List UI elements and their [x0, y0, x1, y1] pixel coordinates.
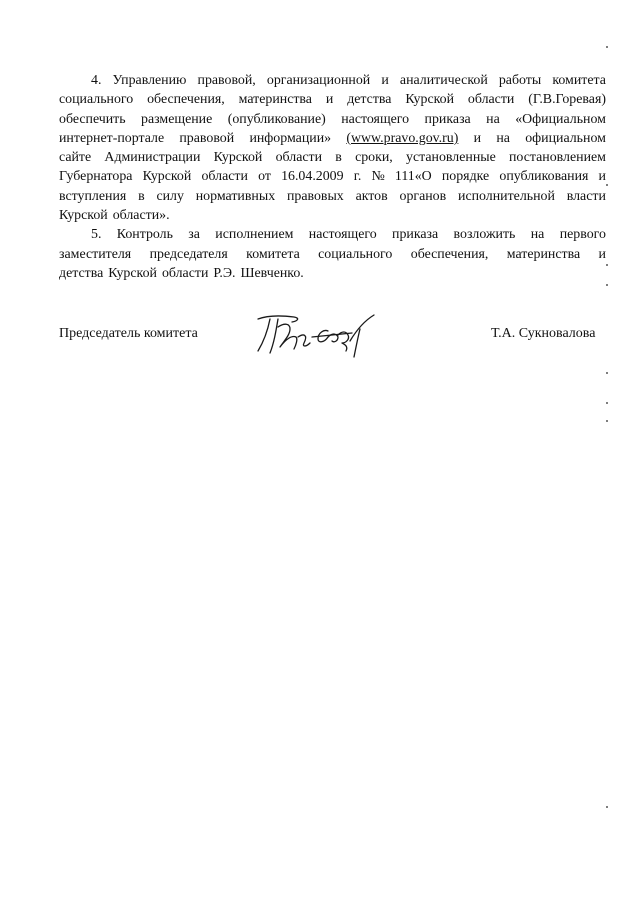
- paragraph-4-line: [59, 129, 606, 148]
- word: области».: [112, 208, 170, 224]
- word: материнства: [506, 246, 581, 262]
- word: детства: [347, 92, 392, 108]
- paragraph-4-line: [59, 71, 606, 90]
- word: Губернатора: [59, 169, 133, 185]
- word: постановлением: [508, 150, 606, 166]
- pravo-link[interactable]: (www.pravo.gov.ru): [346, 130, 459, 146]
- paragraph-4-line: [59, 167, 606, 186]
- word: правовой: [179, 130, 235, 146]
- word: организационной: [266, 73, 371, 88]
- word: интернет-портале: [59, 130, 165, 146]
- word: правовых: [286, 188, 344, 204]
- word: сайте: [59, 150, 92, 166]
- word: комитета: [246, 246, 300, 262]
- word: настоящего: [341, 111, 410, 127]
- word: 4.: [91, 73, 102, 88]
- word: Р.Э.: [213, 265, 236, 281]
- word: на: [486, 111, 500, 127]
- word: и: [381, 73, 389, 88]
- word: Администрации: [104, 150, 201, 166]
- paragraph-5-line: [59, 225, 606, 244]
- paragraph-4-line: [59, 206, 606, 225]
- word: председателя: [149, 246, 228, 262]
- scan-dot: [606, 264, 608, 266]
- word: Курской: [59, 208, 108, 224]
- word: области: [275, 150, 323, 166]
- paragraph-4-line: [59, 110, 606, 129]
- word: настоящего: [308, 227, 377, 243]
- word: социального: [59, 92, 134, 108]
- word: на: [530, 227, 545, 243]
- word: работы: [498, 73, 542, 88]
- word: приказа: [424, 111, 471, 127]
- word: и: [598, 169, 606, 185]
- signer-name: Т.А. Сукновалова: [491, 326, 596, 341]
- word: Курской: [213, 150, 263, 166]
- word: Контроль: [116, 227, 173, 243]
- word: области: [161, 265, 209, 281]
- word: обеспечить: [59, 111, 126, 127]
- word: 16.04.2009: [281, 169, 344, 185]
- word: вступления: [59, 188, 127, 204]
- word: обеспечения,: [410, 246, 489, 262]
- word: сроки,: [355, 150, 393, 166]
- scan-dot: [606, 372, 608, 374]
- word: области: [201, 169, 248, 185]
- word: 111«О: [394, 169, 432, 185]
- word: Курской: [405, 92, 455, 108]
- scan-dot: [606, 284, 608, 286]
- scan-artifact-dots: [604, 0, 612, 905]
- paragraph-5-line: [59, 264, 606, 283]
- signature-block: [0, 313, 640, 363]
- word: на: [496, 130, 510, 146]
- paragraph-4-line: [59, 148, 606, 167]
- word: первого: [559, 227, 606, 243]
- word: и: [473, 130, 482, 146]
- word: исполнительной: [458, 188, 555, 204]
- word: Шевченко.: [240, 265, 304, 281]
- word: области: [467, 92, 515, 108]
- word: приказа: [392, 227, 439, 243]
- word: материнства: [238, 92, 312, 108]
- document-body: [59, 71, 606, 283]
- word: возложить: [453, 227, 516, 243]
- word: «Официальном: [515, 111, 606, 127]
- word: (опубликование): [227, 111, 326, 127]
- word: органов: [399, 188, 447, 204]
- word: Курской: [142, 169, 192, 185]
- word: актов: [355, 188, 388, 204]
- word: власти: [566, 188, 606, 204]
- word: комитета: [552, 73, 606, 88]
- word: опубликования: [499, 169, 589, 185]
- word: от: [258, 169, 271, 185]
- word: 5.: [91, 227, 102, 243]
- paragraph-4: [59, 71, 606, 225]
- paragraph-4-line: [59, 187, 606, 206]
- word: силу: [156, 188, 184, 204]
- word: Управлению: [112, 73, 187, 88]
- word: исполнением: [215, 227, 294, 243]
- word: заместителя: [59, 246, 132, 262]
- word: (Г.В.Горевая): [528, 92, 606, 108]
- scan-dot: [606, 420, 608, 422]
- word: детства: [59, 265, 104, 281]
- word: официальном: [525, 130, 606, 146]
- word: и: [325, 92, 334, 108]
- word: аналитической: [399, 73, 488, 88]
- word: за: [188, 227, 200, 243]
- word: социального: [318, 246, 393, 262]
- word: правовой,: [197, 73, 256, 88]
- signer-title: Председатель комитета: [59, 326, 198, 341]
- scan-dot: [606, 806, 608, 808]
- handwritten-signature: [252, 313, 382, 361]
- word: в: [138, 188, 145, 204]
- word: Курской: [108, 265, 157, 281]
- scan-dot: [606, 402, 608, 404]
- word: установленные: [406, 150, 496, 166]
- word: обеспечения,: [147, 92, 225, 108]
- word: порядке: [441, 169, 490, 185]
- scan-dot: [606, 184, 608, 186]
- word: размещение: [141, 111, 213, 127]
- paragraph-5: [59, 225, 606, 283]
- word: г.: [353, 169, 362, 185]
- word: №: [371, 169, 385, 185]
- word: и: [598, 246, 606, 262]
- scan-dot: [606, 46, 608, 48]
- word: нормативных: [195, 188, 276, 204]
- paragraph-4-line: [59, 90, 606, 109]
- word: в: [335, 150, 342, 166]
- paragraph-5-line: [59, 245, 606, 264]
- word: информации»: [249, 130, 332, 146]
